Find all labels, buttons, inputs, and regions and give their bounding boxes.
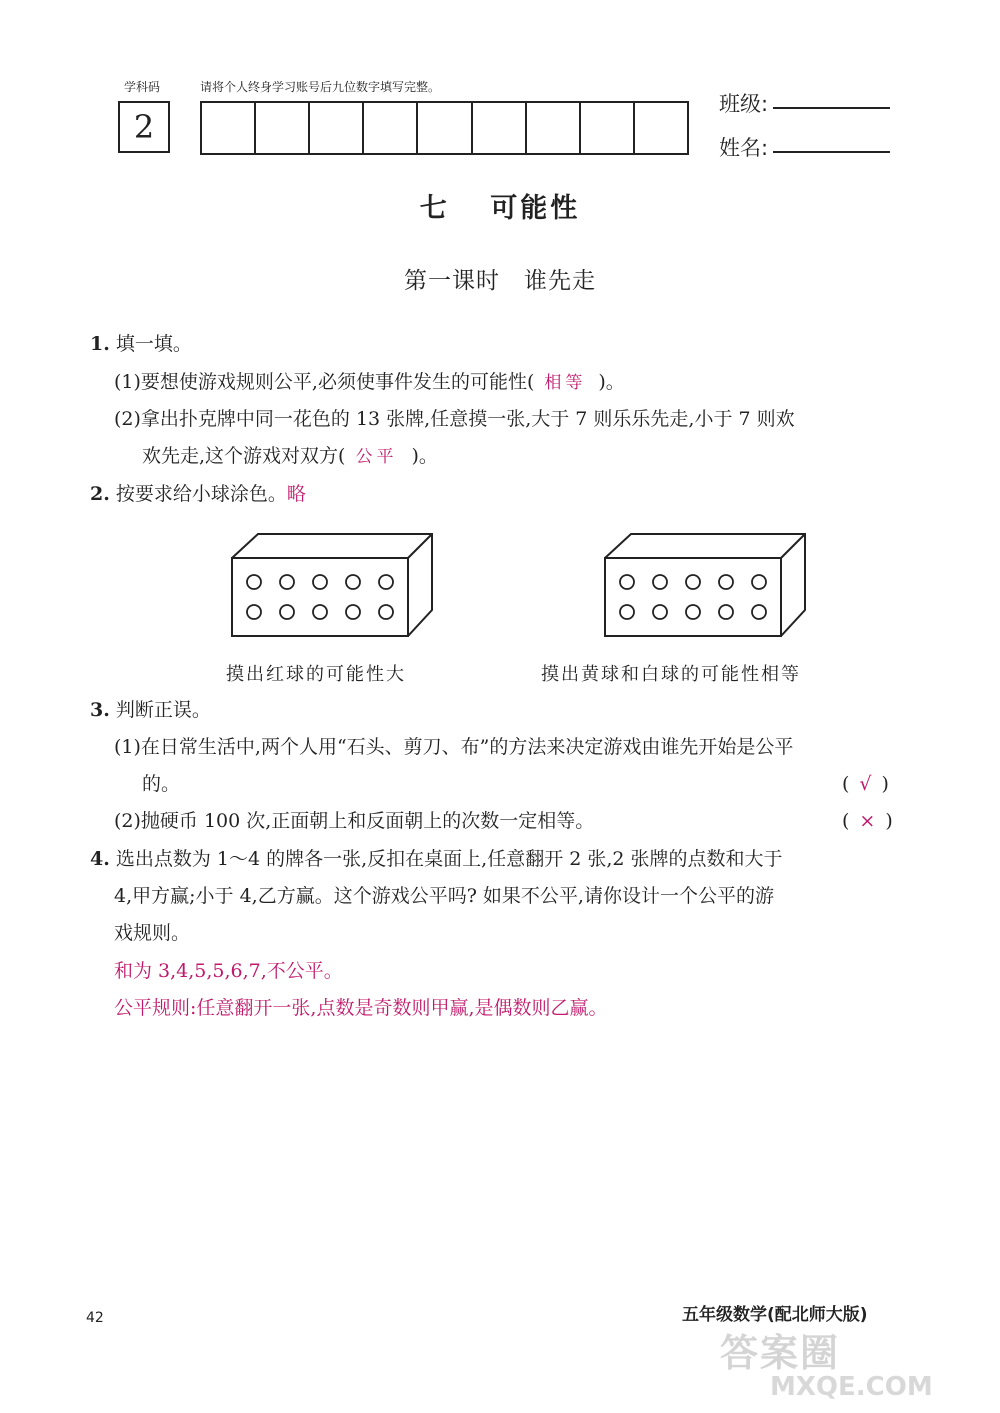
ball[interactable] bbox=[752, 605, 766, 619]
ball[interactable] bbox=[379, 575, 393, 589]
ball-box-2 bbox=[599, 530, 811, 640]
lesson-title: 第一课时 谁先走 bbox=[404, 268, 596, 294]
subject-code-label: 学科码 bbox=[124, 80, 161, 94]
digit-cell[interactable] bbox=[364, 103, 418, 153]
digit-cell[interactable] bbox=[527, 103, 581, 153]
judge-answer-1: ( √ ) bbox=[842, 773, 889, 795]
ball[interactable] bbox=[346, 575, 360, 589]
question-4-line-2: 4,甲方赢;小于 4,乙方赢。这个游戏公平吗? 如果不公平,请你设计一个公平的游 bbox=[114, 885, 774, 907]
question-text: 欢先走,这个游戏对双方( bbox=[142, 445, 346, 467]
question-text: )。 bbox=[598, 371, 625, 393]
question-number: 3. bbox=[90, 699, 110, 721]
box-outline bbox=[605, 534, 805, 636]
question-text: 判断正误。 bbox=[115, 699, 211, 721]
box-outline bbox=[232, 534, 432, 636]
digit-cell[interactable] bbox=[473, 103, 527, 153]
question-4-answer-2: 公平规则:任意翻开一张,点数是奇数则甲赢,是偶数则乙赢。 bbox=[114, 997, 608, 1019]
account-instruction: 请将个人终身学习账号后九位数字填写完整。 bbox=[200, 80, 441, 94]
digit-cell[interactable] bbox=[418, 103, 472, 153]
answer-text: 略 bbox=[286, 483, 306, 505]
box-2-caption: 摸出黄球和白球的可能性相等 bbox=[541, 664, 801, 685]
box-1-caption: 摸出红球的可能性大 bbox=[226, 664, 406, 685]
name-field[interactable] bbox=[773, 151, 890, 153]
ball[interactable] bbox=[313, 575, 327, 589]
question-3-part-1-line-2: 的。 bbox=[142, 773, 181, 795]
question-text: 填一填。 bbox=[115, 333, 192, 355]
question-3-part-1-line-1: (1)在日常生活中,两个人用“石头、剪刀、布”的方法来决定游戏由谁先开始是公平 bbox=[114, 736, 794, 758]
ball[interactable] bbox=[719, 575, 733, 589]
ball[interactable] bbox=[280, 605, 294, 619]
ball[interactable] bbox=[620, 605, 634, 619]
answer-text: √ bbox=[859, 773, 872, 795]
digit-cell[interactable] bbox=[202, 103, 256, 153]
ball-box-1 bbox=[226, 530, 438, 640]
watermark-url: MXQE.COM bbox=[770, 1372, 933, 1402]
digit-cell[interactable] bbox=[581, 103, 635, 153]
class-label: 班级: bbox=[719, 92, 769, 116]
question-4-answer-1: 和为 3,4,5,5,6,7,不公平。 bbox=[114, 960, 343, 982]
answer-text: × bbox=[859, 810, 876, 832]
box-front bbox=[232, 558, 408, 636]
watermark-logo: 答案圈 bbox=[720, 1331, 841, 1375]
ball[interactable] bbox=[719, 605, 733, 619]
question-text: )。 bbox=[411, 445, 438, 467]
digit-cell[interactable] bbox=[310, 103, 364, 153]
class-field[interactable] bbox=[773, 107, 890, 109]
digit-cell[interactable] bbox=[635, 103, 687, 153]
ball[interactable] bbox=[653, 605, 667, 619]
question-number: 4. bbox=[90, 848, 110, 870]
ball[interactable] bbox=[752, 575, 766, 589]
ball[interactable] bbox=[346, 605, 360, 619]
question-1-part-2-line-1: (2)拿出扑克牌中同一花色的 13 张牌,任意摸一张,大于 7 则乐乐先走,小于 7 则欢 bbox=[114, 408, 795, 430]
ball[interactable] bbox=[313, 605, 327, 619]
question-1-title bbox=[90, 330, 192, 358]
answer-text: 公平 bbox=[355, 447, 398, 467]
ball[interactable] bbox=[280, 575, 294, 589]
question-1-part-2-line-2 bbox=[142, 442, 438, 471]
ball[interactable] bbox=[686, 575, 700, 589]
ball[interactable] bbox=[620, 575, 634, 589]
question-1-part-1 bbox=[114, 368, 625, 397]
question-3-part-2: (2)抛硬币 100 次,正面朝上和反面朝上的次数一定相等。 bbox=[114, 810, 595, 832]
box-edge bbox=[781, 534, 805, 558]
box-front bbox=[605, 558, 781, 636]
chapter-title: 七 可能性 bbox=[419, 193, 581, 224]
question-number: 2. bbox=[90, 483, 110, 505]
box-edge bbox=[408, 534, 432, 558]
question-4-line-3: 戏规则。 bbox=[114, 922, 191, 944]
ball[interactable] bbox=[247, 605, 261, 619]
ball[interactable] bbox=[379, 605, 393, 619]
name-label: 姓名: bbox=[719, 136, 769, 160]
question-2-title bbox=[90, 480, 306, 508]
ball[interactable] bbox=[686, 605, 700, 619]
question-3-title bbox=[90, 696, 211, 724]
subject-code-box: 2 bbox=[118, 101, 170, 153]
answer-text: 相等 bbox=[544, 373, 587, 393]
question-number: 1. bbox=[90, 333, 110, 355]
page-number: 42 bbox=[86, 1310, 104, 1326]
ball[interactable] bbox=[653, 575, 667, 589]
question-4-line-1 bbox=[90, 845, 783, 873]
judge-answer-2: ( × ) bbox=[842, 810, 893, 832]
book-name: 五年级数学(配北师大版) bbox=[682, 1305, 868, 1325]
ball[interactable] bbox=[247, 575, 261, 589]
account-digit-boxes bbox=[200, 101, 689, 155]
question-text: (1)要想使游戏规则公平,必须使事件发生的可能性( bbox=[114, 371, 535, 393]
question-text: 选出点数为 1～4 的牌各一张,反扣在桌面上,任意翻开 2 张,2 张牌的点数和大于 bbox=[115, 848, 783, 870]
digit-cell[interactable] bbox=[256, 103, 310, 153]
question-text: 按要求给小球涂色。 bbox=[115, 483, 287, 505]
